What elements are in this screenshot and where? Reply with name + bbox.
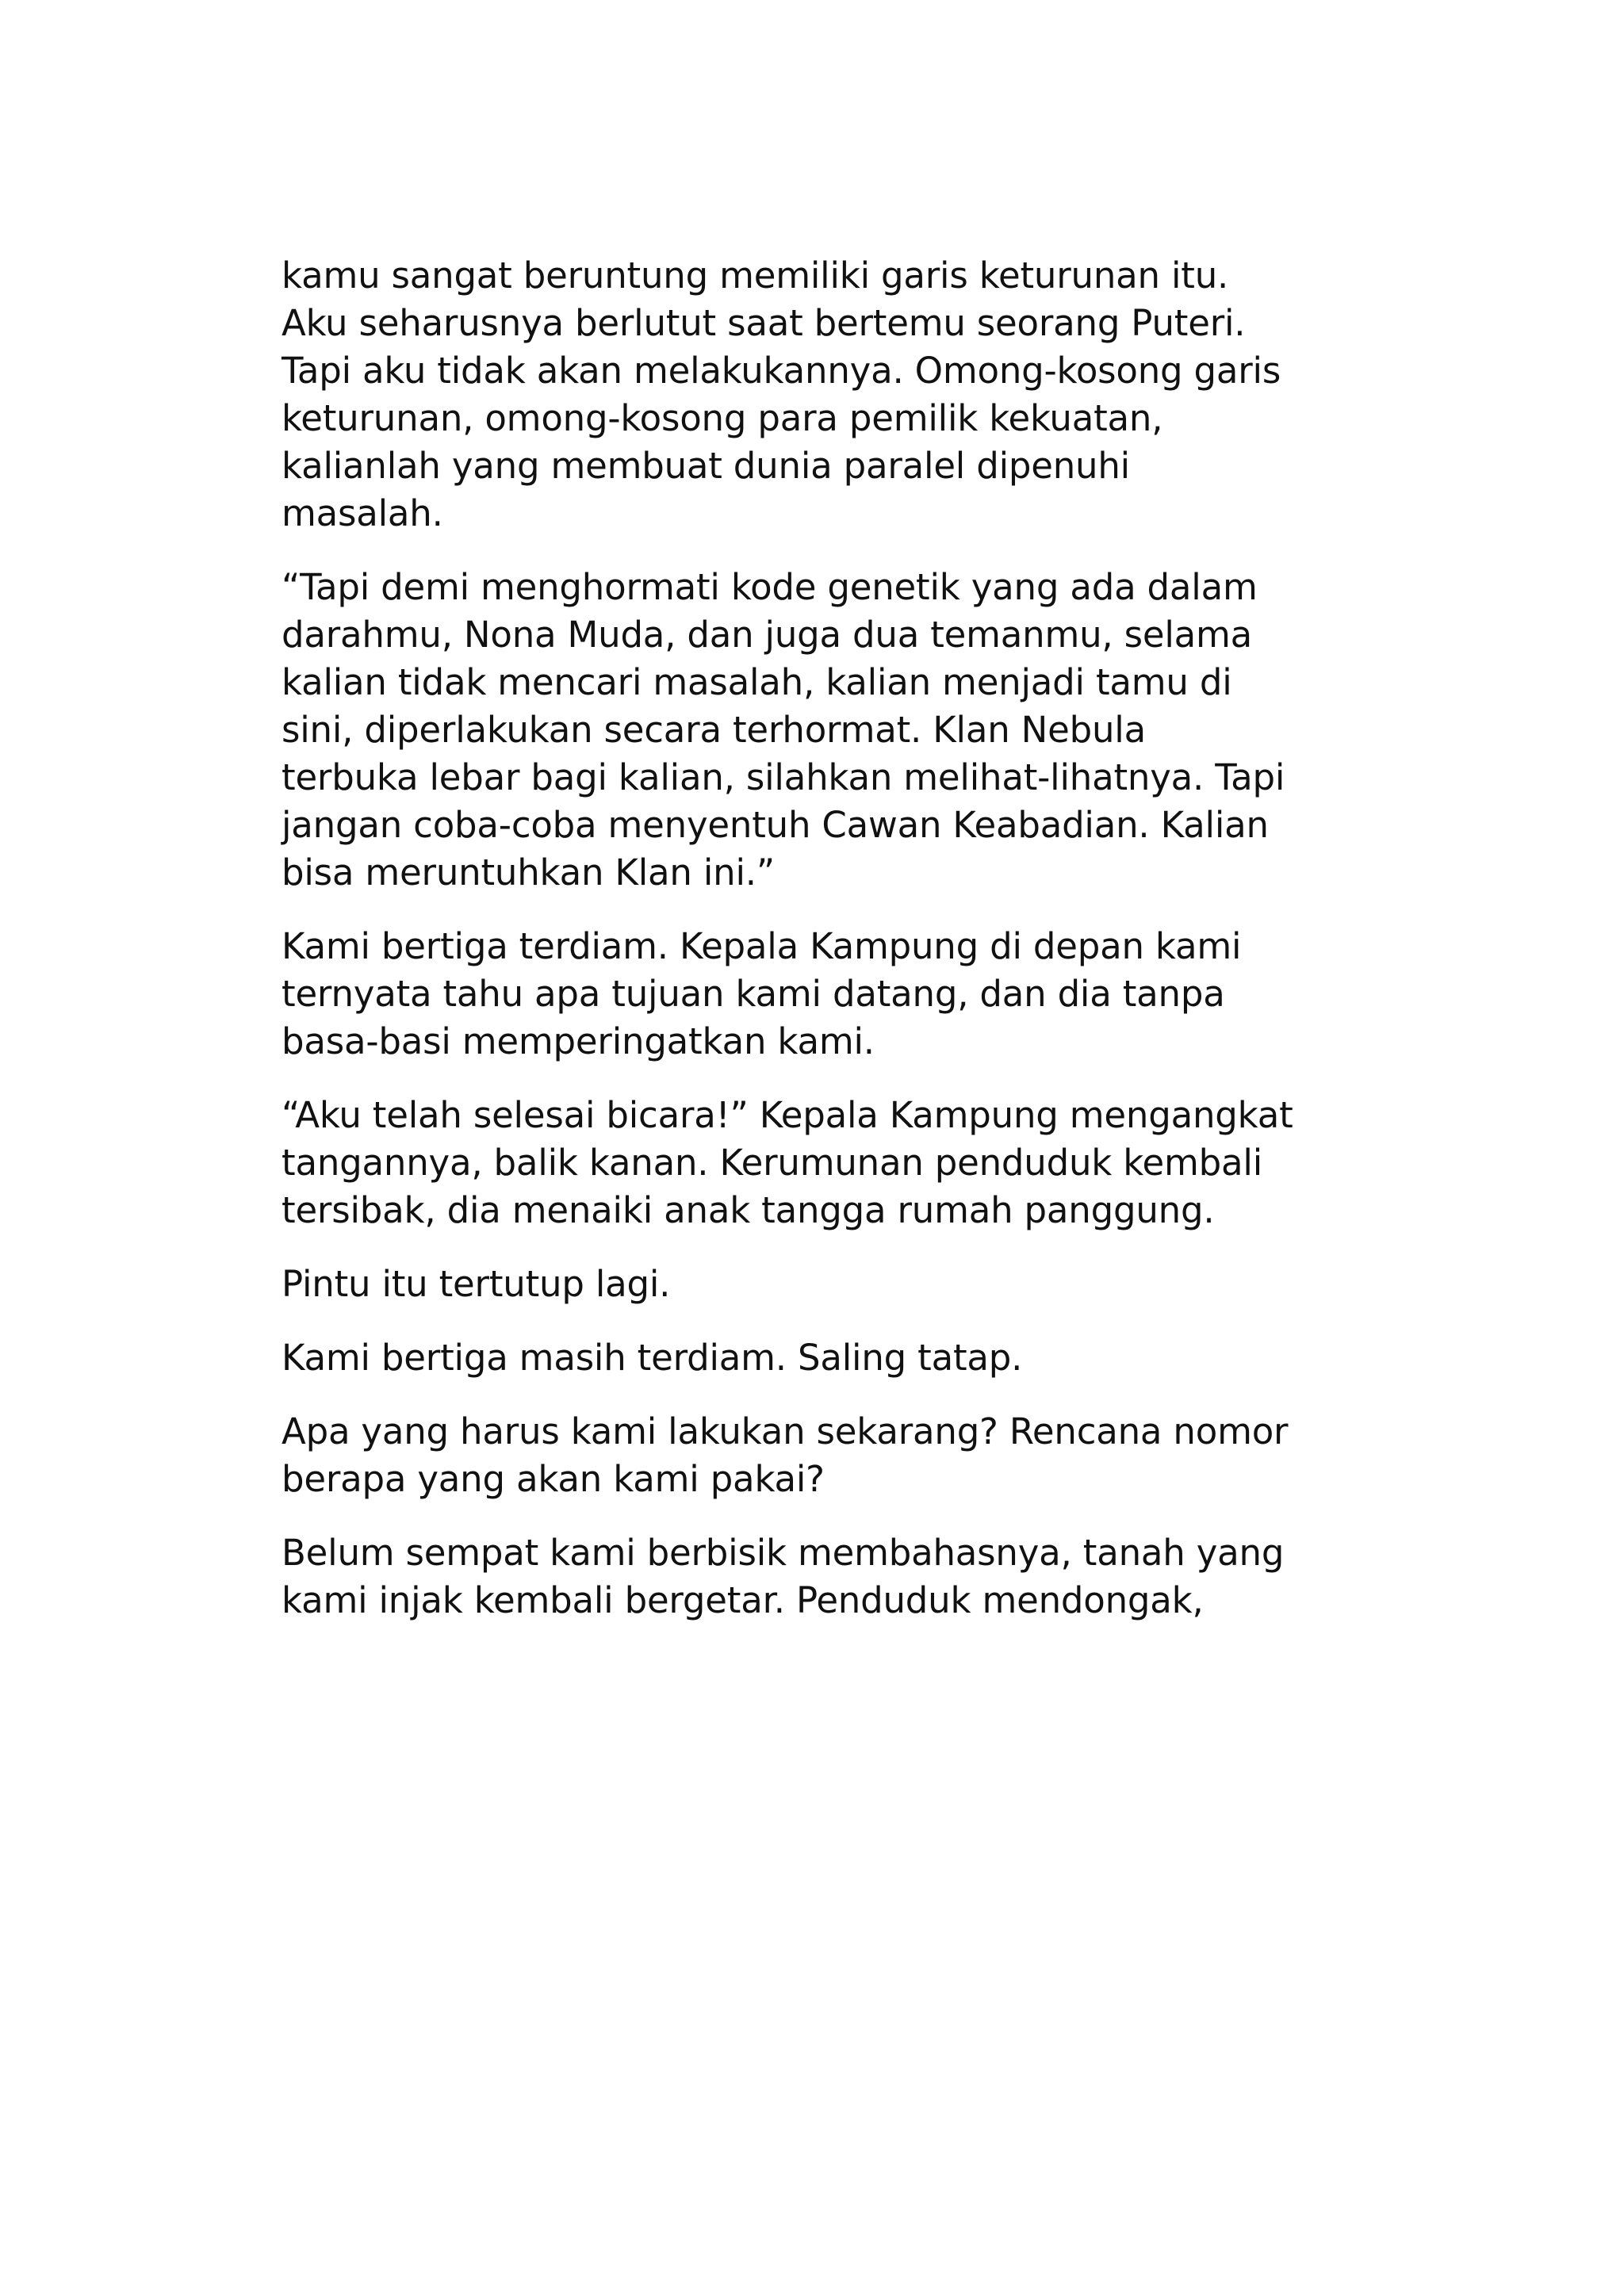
- text-line: Kami bertiga terdiam. Kepala Kampung di depan kami: [282, 925, 1242, 967]
- text-line: “Aku telah selesai bicara!” Kepala Kampung mengangkat: [282, 1094, 1293, 1136]
- text-line: terbuka lebar bagi kalian, silahkan melihat-lihatnya. Tapi: [282, 756, 1285, 798]
- text-line: kamu sangat beruntung memiliki garis keturunan itu.: [282, 254, 1229, 297]
- paragraph: [282, 923, 1392, 1066]
- body-text: [282, 252, 1392, 1651]
- text-line: Apa yang harus kami lakukan sekarang? Rencana nomor: [282, 1410, 1289, 1452]
- text-line: Belum sempat kami berbisik membahasnya, tanah yang: [282, 1532, 1285, 1574]
- text-line: Pintu itu tertutup lagi.: [282, 1263, 671, 1305]
- text-line: darahmu, Nona Muda, dan juga dua temanmu, selama: [282, 614, 1253, 656]
- text-line: Aku seharusnya berlutut saat bertemu seorang Puteri.: [282, 302, 1246, 344]
- paragraph: [282, 1261, 1392, 1308]
- text-line: “Tapi demi menghormati kode genetik yang ada dalam: [282, 566, 1258, 608]
- text-line: keturunan, omong-kosong para pemilik kekuatan,: [282, 397, 1163, 439]
- text-line: ternyata tahu apa tujuan kami datang, dan dia tanpa: [282, 973, 1225, 1015]
- paragraph: [282, 1408, 1392, 1503]
- text-line: kami injak kembali bergetar. Penduduk mendongak,: [282, 1579, 1204, 1621]
- text-line: tangannya, balik kanan. Kerumunan penduduk kembali: [282, 1142, 1262, 1184]
- text-line: berapa yang akan kami pakai?: [282, 1458, 825, 1500]
- text-line: kalian tidak mencari masalah, kalian menjadi tamu di: [282, 661, 1232, 703]
- paragraph: [282, 1529, 1392, 1624]
- paragraph: [282, 564, 1392, 897]
- text-line: kalianlah yang membuat dunia paralel dipenuhi: [282, 445, 1130, 487]
- text-line: bisa meruntuhkan Klan ini.”: [282, 851, 775, 894]
- paragraph: [282, 1092, 1392, 1234]
- text-line: tersibak, dia menaiki anak tangga rumah panggung.: [282, 1189, 1215, 1231]
- paragraph: [282, 1334, 1392, 1382]
- text-line: Kami bertiga masih terdiam. Saling tatap.: [282, 1337, 1023, 1379]
- text-line: masalah.: [282, 492, 443, 534]
- text-line: Tapi aku tidak akan melakukannya. Omong-kosong garis: [282, 350, 1281, 392]
- text-line: jangan coba-coba menyentuh Cawan Keabadian. Kalian: [282, 804, 1269, 846]
- text-line: basa-basi memperingatkan kami.: [282, 1020, 875, 1062]
- text-line: sini, diperlakukan secara terhormat. Klan Nebula: [282, 709, 1146, 751]
- paragraph: [282, 252, 1392, 538]
